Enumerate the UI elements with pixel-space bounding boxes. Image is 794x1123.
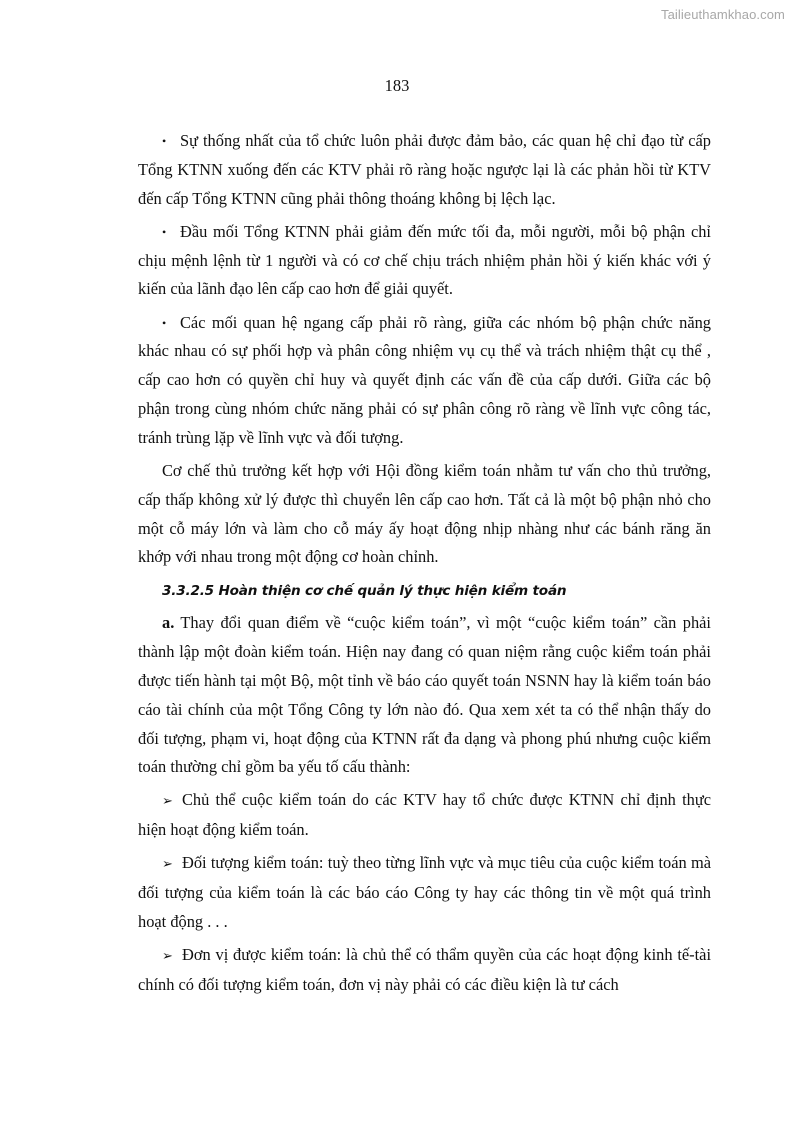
- bullet-paragraph: [138, 127, 711, 213]
- arrow-item-text: Đơn vị được kiểm toán: là chủ thể có thẩm quyền của các hoạt động kinh tế-tài chính có đối tượng kiểm toán, đơn vị này phải có các điều kiện là tư cách: [138, 945, 711, 995]
- arrow-item: [138, 849, 711, 936]
- arrow-item-text: Đối tượng kiểm toán: tuỳ theo từng lĩnh vực và mục tiêu của cuộc kiểm toán mà đối tượng của kiểm toán là các báo cáo Công ty hay các thông tin về một quá trình hoạt động . . .: [138, 853, 711, 932]
- bullet-text: Sự thống nhất của tổ chức luôn phải được đảm bảo, các quan hệ chỉ đạo từ cấp Tổng KTNN xuống đến các KTV phải rõ ràng hoặc ngược lại là các phản hồi từ KTV đến cấp Tổng KTNN cũng phải thông thoáng không bị lệch lạc.: [138, 131, 711, 208]
- watermark: Tailieuthamkhao.com: [660, 7, 785, 22]
- paragraph-a-label: a.: [162, 613, 175, 633]
- bullet-icon: •: [162, 315, 167, 330]
- bullet-paragraph: [138, 309, 711, 453]
- section-heading: 3.3.2.5 Hoàn thiện cơ chế quản lý thực hiện kiểm toán: [162, 582, 567, 599]
- arrow-item: [138, 941, 711, 1000]
- arrow-item-text: Chủ thể cuộc kiểm toán do các KTV hay tổ chức được KTNN chỉ định thực hiện hoạt động kiểm toán.: [138, 790, 711, 840]
- arrow-bullet-icon: ➢: [162, 856, 173, 872]
- page-number: 183: [384, 76, 410, 95]
- arrow-item: [138, 786, 711, 845]
- bullet-paragraph: [138, 218, 711, 304]
- bullet-text: Các mối quan hệ ngang cấp phải rõ ràng, giữa các nhóm bộ phận chức năng khác nhau có sự phối hợp và phân công nhiệm vụ cụ thể và trách nhiệm thật cụ thể , cấp cao hơn có quyền chỉ huy và quyết định các vấn đề của cấp dưới. Giữa các bộ phận trong cùng nhóm chức năng phải có sự phân công rõ ràng về lĩnh vực công tác, tránh trùng lặp về lĩnh vực và đối tượng.: [138, 312, 711, 447]
- arrow-bullet-icon: ➢: [162, 948, 173, 964]
- paragraph-a-text: Thay đổi quan điểm về “cuộc kiểm toán”, vì một “cuộc kiểm toán” cần phải thành lập một đoàn kiểm toán. Hiện nay đang có quan niệm rằng cuộc kiểm toán phải được tiến hành tại một Bộ, một tỉnh về báo cáo quyết toán NSNN hay là kiểm toán báo cáo tài chính của một Tổng Công ty lớn nào đó. Qua xem xét ta có thể nhận thấy do đối tượng, phạm vi, hoạt động của KTNN rất đa dạng và phong phú nhưng cuộc kiểm toán thường chỉ gồm ba yếu tố cấu thành:: [138, 613, 711, 777]
- document-body: [138, 127, 711, 1004]
- mechanism-paragraph: Cơ chế thủ trưởng kết hợp với Hội đồng kiểm toán nhằm tư vấn cho thủ trưởng, cấp thấp không xử lý được thì chuyển lên cấp cao hơn. Tất cả là một bộ phận nhỏ cho một cỗ máy lớn và làm cho cỗ máy ấy hoạt động nhịp nhàng như các bánh răng ăn khớp với nhau trong một động cơ hoàn chỉnh.: [138, 460, 711, 567]
- bullet-icon: •: [162, 224, 167, 239]
- arrow-bullet-icon: ➢: [162, 793, 173, 809]
- paragraph-a: [138, 609, 711, 782]
- bullet-icon: •: [162, 134, 167, 148]
- bullet-text: Đầu mối Tổng KTNN phải giảm đến mức tối đa, mỗi người, mỗi bộ phận chỉ chịu mệnh lệnh từ 1 người và có cơ chế chịu trách nhiệm phản hồi ý kiến khác với ý kiến của lãnh đạo lên cấp cao hơn để giải quyết.: [138, 221, 711, 299]
